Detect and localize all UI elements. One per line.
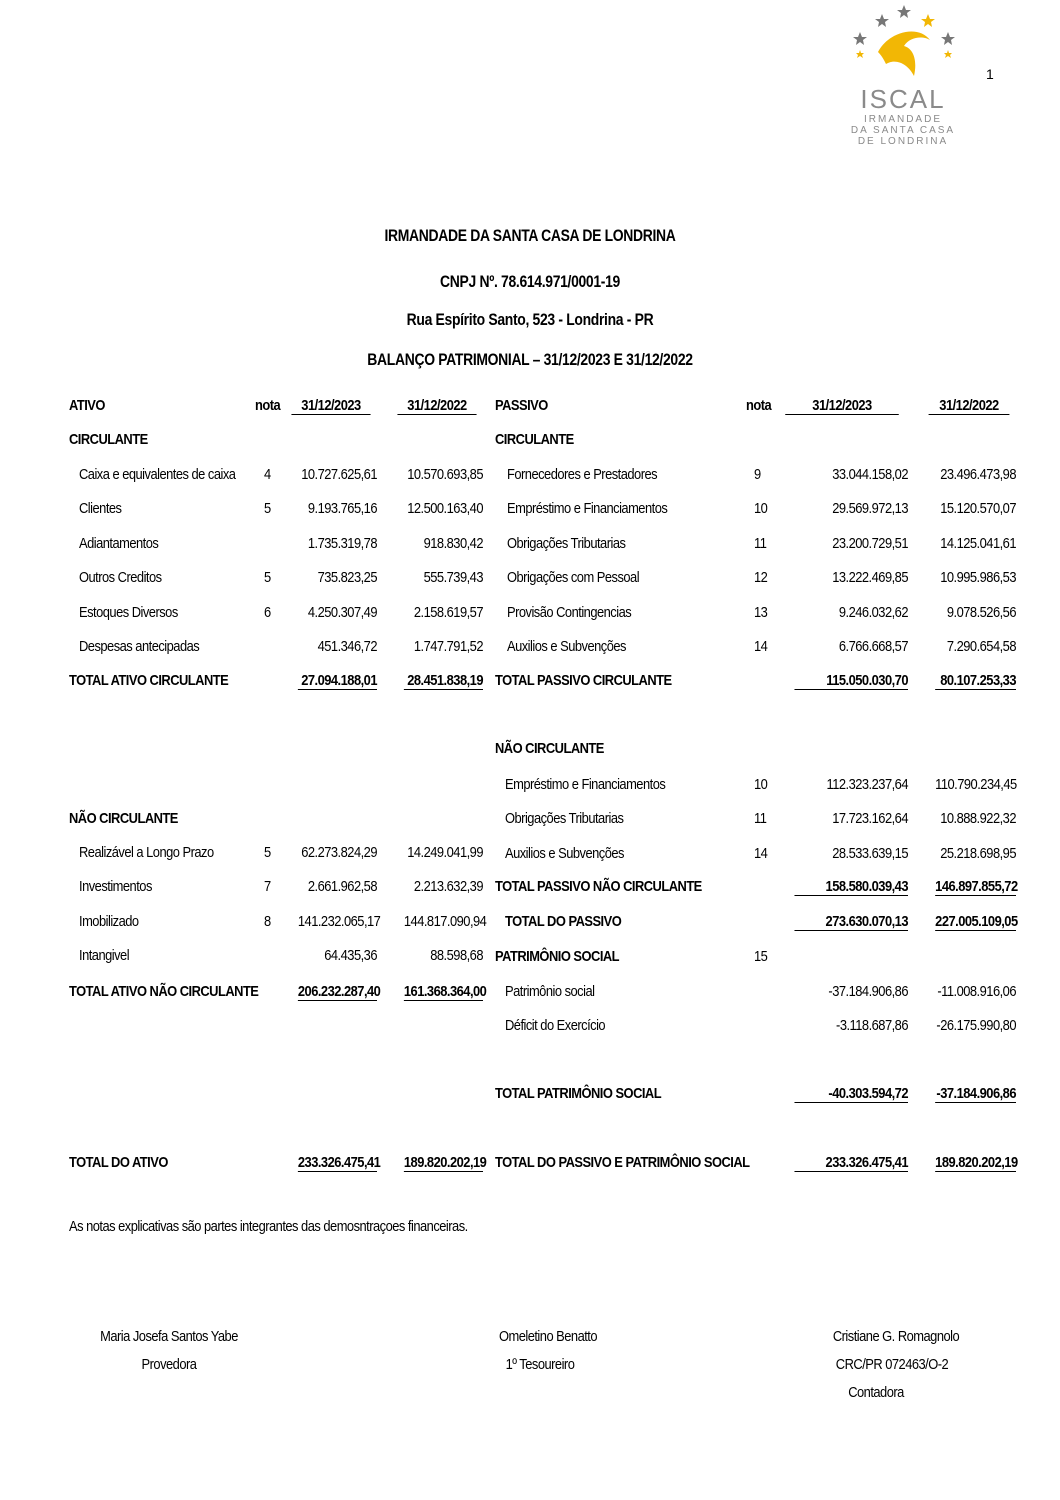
ativo-circ-row-v1: 4.250.307,49	[307, 603, 377, 621]
ps-nota: 15	[754, 948, 768, 965]
report-title: BALANÇO PATRIMONIAL – 31/12/2023 E 31/12/2022	[367, 350, 693, 369]
passivo-nc-row-nota: 10	[754, 776, 768, 793]
ativo-circ-row-nota: 5	[264, 500, 271, 518]
ativo-circ-row-v2: 918.830,42	[423, 534, 483, 552]
total-ativo-v2: 189.820.202,19	[403, 1154, 487, 1171]
total-passivo-ps-v1: 233.326.475,41	[794, 1154, 908, 1172]
address: Rua Espírito Santo, 523 - Londrina - PR	[406, 310, 654, 329]
passivo-total-circ-v2: 80.107.253,33	[935, 672, 1016, 690]
ativo-circ-row-label: Adiantamentos	[79, 534, 159, 552]
ps-row-label: Déficit do Exercício	[505, 1017, 606, 1035]
passivo-nc-row-v2: 110.790.234,45	[935, 776, 1017, 793]
ativo-total-circ-label: TOTAL ATIVO CIRCULANTE	[69, 672, 229, 689]
passivo-circ-row-v2: 9.078.526,56	[946, 603, 1016, 621]
logo-line1: IRMANDADE	[863, 114, 942, 125]
ativo-circ-row-v2: 10.570.693,85	[407, 466, 483, 483]
passivo-circ-row-v1: 9.246.032,62	[838, 603, 908, 621]
ativo-circ-row-v1: 735.823,25	[317, 569, 377, 587]
total-passivo-v1: 273.630.070,13	[794, 913, 908, 931]
ativo-total-nc-v2: 161.368.364,00	[403, 983, 487, 1000]
passivo-total-circ-v1: 115.050.030,70	[794, 672, 908, 690]
total-ativo-v1: 233.326.475,41	[297, 1154, 381, 1171]
ativo-nc-row-label: Realizável a Longo Prazo	[79, 844, 214, 861]
total-ps-v2: -37.184.906,86	[936, 1085, 1016, 1102]
ativo-nc-row-v1: 141.232.065,17	[297, 912, 381, 930]
passivo-nc-row-v1: 17.723.162,64	[832, 810, 908, 828]
logo-name: ISCAL	[860, 84, 946, 114]
ativo-nc-row-nota: 8	[264, 912, 271, 930]
passivo-circ-row-nota: 10	[754, 500, 768, 518]
passivo-heading: PASSIVO	[495, 397, 548, 414]
ativo-circ-row-v1: 451.346,72	[317, 638, 377, 655]
ativo-circ-row-nota: 5	[264, 569, 271, 587]
passivo-circ-row-label: Empréstimo e Financiamentos	[507, 500, 668, 518]
ativo-circ-row-v1: 10.727.625,61	[301, 466, 377, 483]
ativo-circ-row-nota: 4	[264, 466, 271, 483]
ativo-total-nc-label: TOTAL ATIVO NÃO CIRCULANTE	[69, 983, 259, 1000]
passivo-circ-row-v2: 7.290.654,58	[946, 638, 1016, 655]
ativo-nc-row-v2: 2.213.632,39	[413, 878, 483, 896]
footnote: As notas explicativas são partes integrantes das demosntraçoes financeiras.	[69, 1218, 468, 1235]
signature-2-name: Omeletino Benatto	[498, 1328, 598, 1345]
passivo-circ-heading: CIRCULANTE	[495, 431, 574, 448]
signature-2-role: 1º Tesoureiro	[505, 1356, 575, 1373]
passivo-circ-row-label: Obrigações com Pessoal	[507, 569, 640, 587]
ativo-nc-row-label: Imobilizado	[79, 912, 139, 930]
signature-3-name: Cristiane G. Romagnolo	[832, 1328, 960, 1345]
total-passivo-ps-v2: 189.820.202,19	[935, 1154, 1018, 1171]
passivo-circ-row-label: Auxilios e Subvenções	[507, 638, 626, 655]
passivo-circ-row-v1: 6.766.668,57	[838, 638, 908, 655]
passivo-col2-header: 31/12/2022	[929, 397, 1010, 415]
passivo-nc-row-label: Obrigações Tributarias	[505, 810, 624, 828]
passivo-nc-row-nota: 11	[754, 810, 767, 828]
ativo-circ-row-label: Caixa e equivalentes de caixa	[79, 466, 236, 483]
ativo-nc-row-v2: 144.817.090,94	[403, 912, 487, 930]
ativo-col1-header: 31/12/2023	[291, 397, 370, 415]
ativo-total-circ-v1: 27.094.188,01	[298, 672, 377, 690]
ativo-circ-row-v2: 1.747.791,52	[413, 638, 483, 655]
total-ps-label: TOTAL PATRIMÔNIO SOCIAL	[495, 1085, 662, 1102]
ativo-nota-header: nota	[255, 397, 281, 414]
ativo-circ-heading: CIRCULANTE	[69, 431, 148, 448]
passivo-circ-row-v2: 14.125.041,61	[940, 534, 1016, 552]
passivo-circ-row-v1: 33.044.158,02	[832, 466, 908, 483]
total-ps-v1: -40.303.594,72	[794, 1085, 908, 1103]
logo-line2: DA SANTA CASA	[850, 125, 956, 136]
ativo-nc-heading: NÃO CIRCULANTE	[69, 810, 178, 827]
ativo-heading: ATIVO	[69, 397, 105, 414]
passivo-circ-row-nota: 13	[754, 603, 768, 621]
passivo-nota-header: nota	[746, 397, 772, 414]
passivo-col1-header: 31/12/2023	[785, 397, 899, 415]
passivo-circ-row-v1: 13.222.469,85	[832, 569, 908, 587]
ativo-nc-row-v2: 88.598,68	[430, 947, 483, 965]
ativo-nc-row-v1: 62.273.824,29	[301, 844, 377, 861]
signature-3-extra: Contadora	[848, 1384, 904, 1401]
ativo-nc-row-nota: 5	[264, 844, 271, 861]
ativo-circ-row-v2: 12.500.163,40	[407, 500, 483, 518]
ativo-nc-row-v1: 64.435,36	[324, 947, 377, 965]
passivo-circ-row-nota: 11	[754, 534, 767, 552]
passivo-circ-row-nota: 12	[754, 569, 768, 587]
ativo-circ-row-label: Despesas antecipadas	[79, 638, 200, 655]
ativo-circ-row-label: Estoques Diversos	[79, 603, 178, 621]
passivo-nc-row-label: Empréstimo e Financiamentos	[505, 776, 666, 793]
signature-1-name: Maria Josefa Santos Yabe	[100, 1328, 238, 1345]
passivo-circ-row-v1: 23.200.729,51	[832, 534, 908, 552]
passivo-total-nc-label: TOTAL PASSIVO NÃO CIRCULANTE	[495, 878, 702, 895]
passivo-circ-row-v2: 23.496.473,98	[940, 466, 1016, 483]
ativo-circ-row-v1: 9.193.765,16	[307, 500, 377, 518]
logo-emblem	[838, 2, 968, 94]
ativo-nc-row-v1: 2.661.962,58	[307, 878, 377, 896]
ps-row-v1: -3.118.687,86	[836, 1017, 908, 1035]
passivo-nc-heading: NÃO CIRCULANTE	[495, 740, 604, 757]
ativo-circ-row-v1: 1.735.319,78	[307, 534, 377, 552]
passivo-total-circ-label: TOTAL PASSIVO CIRCULANTE	[495, 672, 672, 689]
ativo-circ-row-v2: 555.739,43	[423, 569, 483, 587]
total-passivo-ps-label: TOTAL DO PASSIVO E PATRIMÔNIO SOCIAL	[495, 1154, 750, 1171]
ativo-total-nc-v1: 206.232.287,40	[297, 983, 381, 1000]
iscal-logo	[838, 2, 968, 152]
ativo-circ-row-label: Outros Creditos	[79, 569, 162, 587]
passivo-total-nc-v2: 146.897.855,72	[935, 878, 1018, 895]
logo-line3: DE LONDRINA	[857, 136, 949, 147]
passivo-circ-row-v1: 29.569.972,13	[832, 500, 908, 518]
passivo-circ-row-label: Obrigações Tributarias	[507, 534, 626, 552]
signature-1-role: Provedora	[141, 1356, 197, 1373]
ps-row-v2: -11.008.916,06	[937, 983, 1016, 1000]
ps-heading: PATRIMÔNIO SOCIAL	[495, 948, 620, 965]
passivo-circ-row-nota: 9	[754, 466, 761, 483]
passivo-nc-row-label: Auxilios e Subvenções	[505, 844, 624, 862]
passivo-nc-row-nota: 14	[754, 844, 768, 862]
ativo-nc-row-label: Investimentos	[79, 878, 152, 896]
total-passivo-label: TOTAL DO PASSIVO	[505, 913, 622, 930]
ps-row-v1: -37.184.906,86	[828, 983, 908, 1000]
ativo-nc-row-nota: 7	[264, 878, 271, 896]
passivo-total-nc-v1: 158.580.039,43	[794, 878, 908, 896]
ps-row-v2: -26.175.990,80	[936, 1017, 1016, 1035]
ps-row-label: Patrimônio social	[505, 983, 595, 1000]
passivo-nc-row-v1: 112.323.237,64	[826, 776, 908, 793]
passivo-nc-row-v2: 25.218.698,95	[940, 844, 1016, 862]
passivo-nc-row-v1: 28.533.639,15	[832, 844, 908, 862]
page-number: 1	[986, 66, 994, 82]
ativo-col2-header: 31/12/2022	[397, 397, 476, 415]
passivo-circ-row-label: Provisão Contingencias	[507, 603, 632, 621]
passivo-circ-row-nota: 14	[754, 638, 768, 655]
passivo-circ-row-v2: 10.995.986,53	[940, 569, 1016, 587]
passivo-circ-row-label: Fornecedores e Prestadores	[507, 466, 658, 483]
ativo-nc-row-v2: 14.249.041,99	[407, 844, 483, 861]
ativo-total-circ-v2: 28.451.838,19	[404, 672, 483, 690]
passivo-circ-row-v2: 15.120.570,07	[940, 500, 1016, 518]
total-ativo-label: TOTAL DO ATIVO	[69, 1154, 168, 1171]
ativo-circ-row-nota: 6	[264, 603, 271, 621]
ativo-nc-row-label: Intangivel	[79, 947, 130, 965]
org-title: IRMANDADE DA SANTA CASA DE LONDRINA	[384, 226, 676, 245]
total-passivo-v2: 227.005.109,05	[935, 913, 1018, 930]
ativo-circ-row-v2: 2.158.619,57	[413, 603, 483, 621]
cnpj: CNPJ Nº. 78.614.971/0001-19	[440, 272, 620, 291]
ativo-circ-row-label: Clientes	[79, 500, 122, 518]
passivo-nc-row-v2: 10.888.922,32	[940, 810, 1016, 828]
signature-3-role: CRC/PR 072463/O-2	[835, 1356, 949, 1373]
